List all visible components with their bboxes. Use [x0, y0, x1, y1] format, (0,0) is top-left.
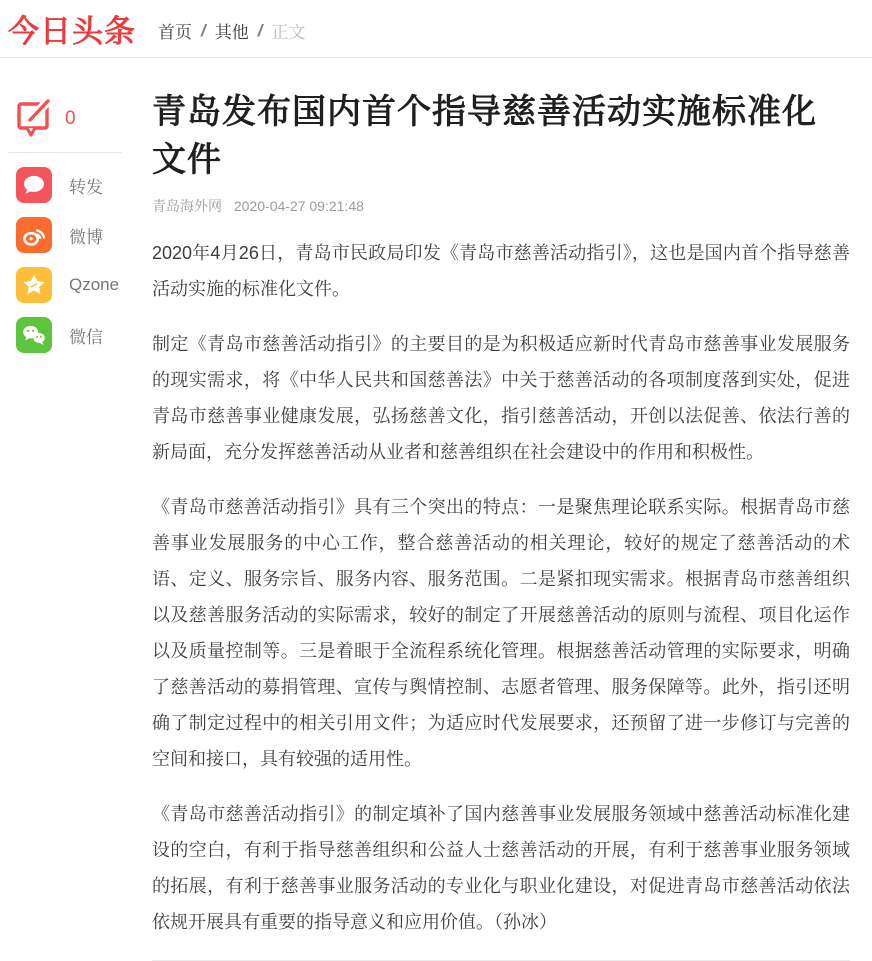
weibo-icon: [16, 217, 52, 253]
article-paragraph: 《青岛市慈善活动指引》的制定填补了国内慈善事业发展服务领域中慈善活动标准化建设的空白，有利于指导慈善组织和公益人士慈善活动的开展，有利于慈善事业服务领域的拓展，有利于慈善事业服务活动的专业化与职业化建设，对促进青岛市慈善活动依法依规开展具有重要的指导意义和应用价值。（孙冰）: [152, 804, 850, 932]
qzone-star-icon: [16, 267, 52, 303]
toutiao-logo[interactable]: 今日头条: [8, 14, 136, 49]
share-item-label: 微信: [69, 327, 103, 347]
article-timestamp: 2020-04-27 09:21:48: [233, 198, 364, 214]
share-sidebar: [0, 58, 152, 961]
article-paragraph: 制定《青岛市慈善活动指引》的主要目的是为积极适应新时代青岛市慈善事业发展服务的现实需求，将《中华人民共和国慈善法》中关于慈善活动的各项制度落到实处，促进青岛市慈善事业健康发展，弘扬慈善文化，指引慈善活动，开创以法促善、依法行善的新局面，充分发挥慈善活动从业者和慈善组织在社会建设中的作用和积极性。: [152, 334, 850, 462]
share-list: [0, 167, 152, 353]
breadcrumb-other[interactable]: 其他: [214, 23, 249, 42]
share-item-label: 转发: [69, 177, 103, 197]
site-header: [0, 0, 872, 58]
article-source: 青岛海外网: [152, 198, 222, 214]
sidebar-divider: [8, 152, 122, 153]
chat-bubble-icon: [16, 167, 52, 203]
share-item-label: Qzone: [69, 275, 120, 294]
share-item-label: 微博: [69, 227, 103, 247]
article-title: 青岛发布国内首个指导慈善活动实施标准化文件: [152, 93, 817, 179]
article-meta: [152, 196, 850, 216]
comment-count: 0: [65, 108, 76, 129]
breadcrumb-separator: /: [201, 20, 206, 40]
article-paragraph: 2020年4月26日，青岛市民政局印发《青岛市慈善活动指引》，这也是国内首个指导慈善活动实施的标准化文件。: [152, 243, 850, 299]
article-paragraph: 《青岛市慈善活动指引》具有三个突出的特点：一是聚焦理论联系实际。根据青岛市慈善事业发展服务的中心工作，整合慈善活动的相关理论，较好的规定了慈善活动的术语、定义、服务宗旨、服务内容、服务范围。二是紧扣现实需求。根据青岛市慈善组织以及慈善服务活动的实际需求，较好的制定了开展慈善活动的原则与流程、项目化运作以及质量控制等。三是着眼于全流程系统化管理。根据慈善活动管理的实际要求，明确了慈善活动的募捐管理、宣传与舆情控制、志愿者管理、服务保障等。此外，指引还明确了制定过程中的相关引用文件；为适应时代发展要求，还预留了进一步修订与完善的空间和接口，具有较强的适用性。: [152, 497, 850, 769]
breadcrumb-separator: /: [257, 20, 263, 40]
share-item-qzone[interactable]: [16, 267, 152, 303]
page-body: [0, 58, 872, 961]
breadcrumb: [158, 18, 305, 43]
share-item-wechat[interactable]: [16, 317, 152, 353]
article-body: [152, 235, 850, 940]
breadcrumb-home[interactable]: 首页: [158, 23, 192, 42]
article: [152, 58, 872, 961]
comment-button[interactable]: [16, 96, 152, 142]
comment-edit-icon: [16, 96, 52, 143]
share-item-forward[interactable]: [16, 167, 152, 203]
share-item-weibo[interactable]: [16, 217, 152, 253]
wechat-icon: [16, 317, 52, 353]
breadcrumb-current: 正文: [271, 23, 306, 42]
